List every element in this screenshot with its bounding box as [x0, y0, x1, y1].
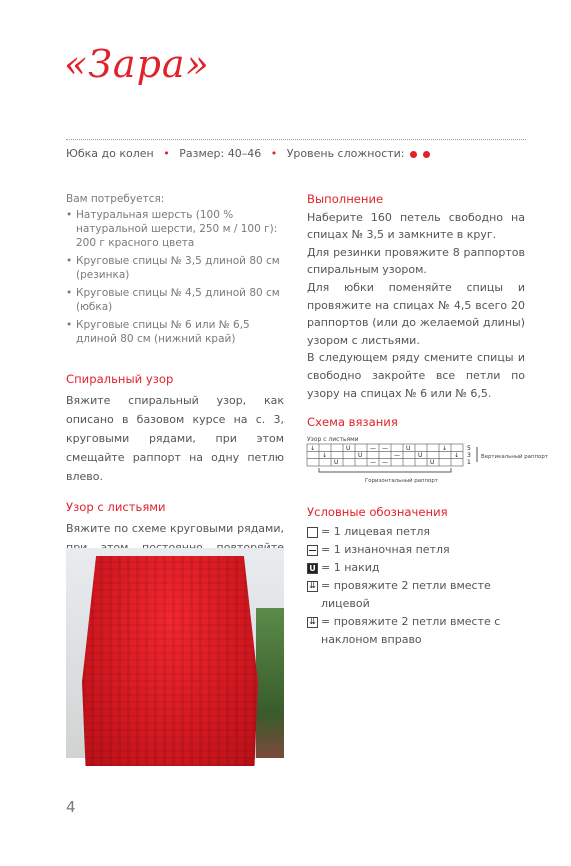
list-item: • Круговые спицы № 3,5 длиной 80 см (резинка): [66, 254, 284, 282]
svg-text:↓: ↓: [454, 451, 460, 459]
svg-text:U: U: [334, 458, 339, 466]
svg-text:U: U: [346, 444, 351, 452]
red-skirt: [82, 556, 258, 766]
chart-symbols: [310, 445, 459, 466]
svg-text:U: U: [418, 451, 423, 459]
vertical-repeat-label: Вертикальный раппорт: [481, 453, 548, 460]
difficulty-dot-icon: [410, 151, 417, 158]
list-item: • Круговые спицы № 6 или № 6,5 длиной 80 см (нижний край): [66, 318, 284, 346]
svg-text:—: —: [382, 458, 388, 466]
meta-line: [66, 147, 430, 160]
scheme-heading: Схема вязания: [307, 415, 398, 430]
execution-paragraph: Для резинки провяжите 8 раппортов спиральным узором.: [307, 245, 525, 277]
k2tog-symbol-icon: [307, 581, 318, 592]
svg-text:↓: ↓: [442, 444, 448, 452]
svg-text:U: U: [406, 444, 411, 452]
legend-text: = 1 лицевая петля: [321, 525, 430, 539]
row-number: 1: [467, 458, 471, 466]
leaves-text: Вяжите по схеме круговыми рядами,: [66, 522, 284, 535]
dotted-divider: [66, 139, 526, 140]
page-title: «Зара»: [64, 42, 210, 86]
svg-text:—: —: [370, 444, 376, 452]
spiral-text: Вяжите спиральный узор, как описано в базовом курсе на с. 3, круговыми рядами, при этом смещайте раппорт на одну петлю влево.: [66, 394, 284, 483]
row-number: 5: [467, 444, 471, 452]
item-type: Юбка до колен: [66, 147, 154, 160]
skirt-photo: [66, 548, 284, 758]
difficulty-dot-icon: [423, 151, 430, 158]
legend-text: = провяжите 2 петли вместе лицевой: [321, 579, 491, 611]
k2tog-right-symbol-icon: [307, 617, 318, 628]
requirements-heading: Вам потребуется:: [66, 193, 165, 205]
horizontal-repeat-bracket: [319, 468, 451, 472]
execution-paragraph: Для юбки поменяйте спицы и провяжите на спицах № 4,5 всего 20 раппортов (или до желаемой длины) узором с листьями.: [307, 280, 525, 347]
svg-text:U: U: [358, 451, 363, 459]
horizontal-repeat-label: Горизонтальный раппорт: [365, 477, 438, 484]
legend-item: [307, 523, 525, 541]
legend-item: [307, 541, 525, 559]
legend-item: [307, 559, 525, 577]
legend-item: [307, 613, 525, 649]
difficulty-label: Уровень сложности:: [286, 147, 405, 160]
svg-text:U: U: [430, 458, 435, 466]
spiral-heading: Спиральный узор: [66, 372, 174, 386]
svg-text:—: —: [394, 451, 400, 459]
chart-svg: [307, 434, 548, 500]
svg-text:—: —: [382, 444, 388, 452]
requirements-list: [66, 208, 284, 346]
legend-list: [307, 523, 525, 649]
execution-paragraph: В следующем ряду смените спицы и свободно закройте все петли по узору на спицах № 6 или № 6,5.: [307, 351, 525, 400]
right-column: [307, 191, 548, 649]
row-number: 3: [467, 451, 471, 459]
knit-symbol-icon: [307, 527, 318, 538]
legend-heading: Условные обозначения: [307, 504, 448, 519]
left-column: [66, 192, 284, 576]
svg-text:↓: ↓: [322, 451, 328, 459]
svg-text:—: —: [370, 458, 376, 466]
yarn-over-symbol-icon: U: [307, 563, 318, 574]
legend-item: [307, 577, 525, 613]
execution-heading: Выполнение: [307, 192, 384, 206]
bullet-separator: •: [270, 147, 278, 160]
list-item: • Круговые спицы № 4,5 длиной 80 см (юбка): [66, 286, 284, 314]
list-item: • Натуральная шерсть (100 % натуральной шерсти, 250 м / 100 г): 200 г красного цвета: [66, 208, 284, 250]
svg-text:↓: ↓: [310, 444, 316, 452]
size-info: Размер: 40–46: [179, 147, 262, 160]
legend-text: = 1 изнаночная петля: [321, 543, 450, 557]
execution-paragraph: Наберите 160 петель свободно на спицах № 3,5 и замкните в круг.: [307, 210, 525, 242]
legend-text: = 1 накид: [321, 561, 380, 575]
bullet-separator: •: [163, 147, 170, 160]
plant-decoration: [256, 608, 284, 758]
leaves-heading: Узор с листьями: [66, 500, 166, 514]
purl-symbol-icon: [307, 545, 318, 556]
page-number: 4: [66, 798, 76, 816]
legend-text: = провяжите 2 петли вместе с наклоном вправо: [321, 615, 501, 647]
pattern-label: Узор с листьями: [307, 435, 359, 443]
knitting-chart: [307, 434, 548, 500]
